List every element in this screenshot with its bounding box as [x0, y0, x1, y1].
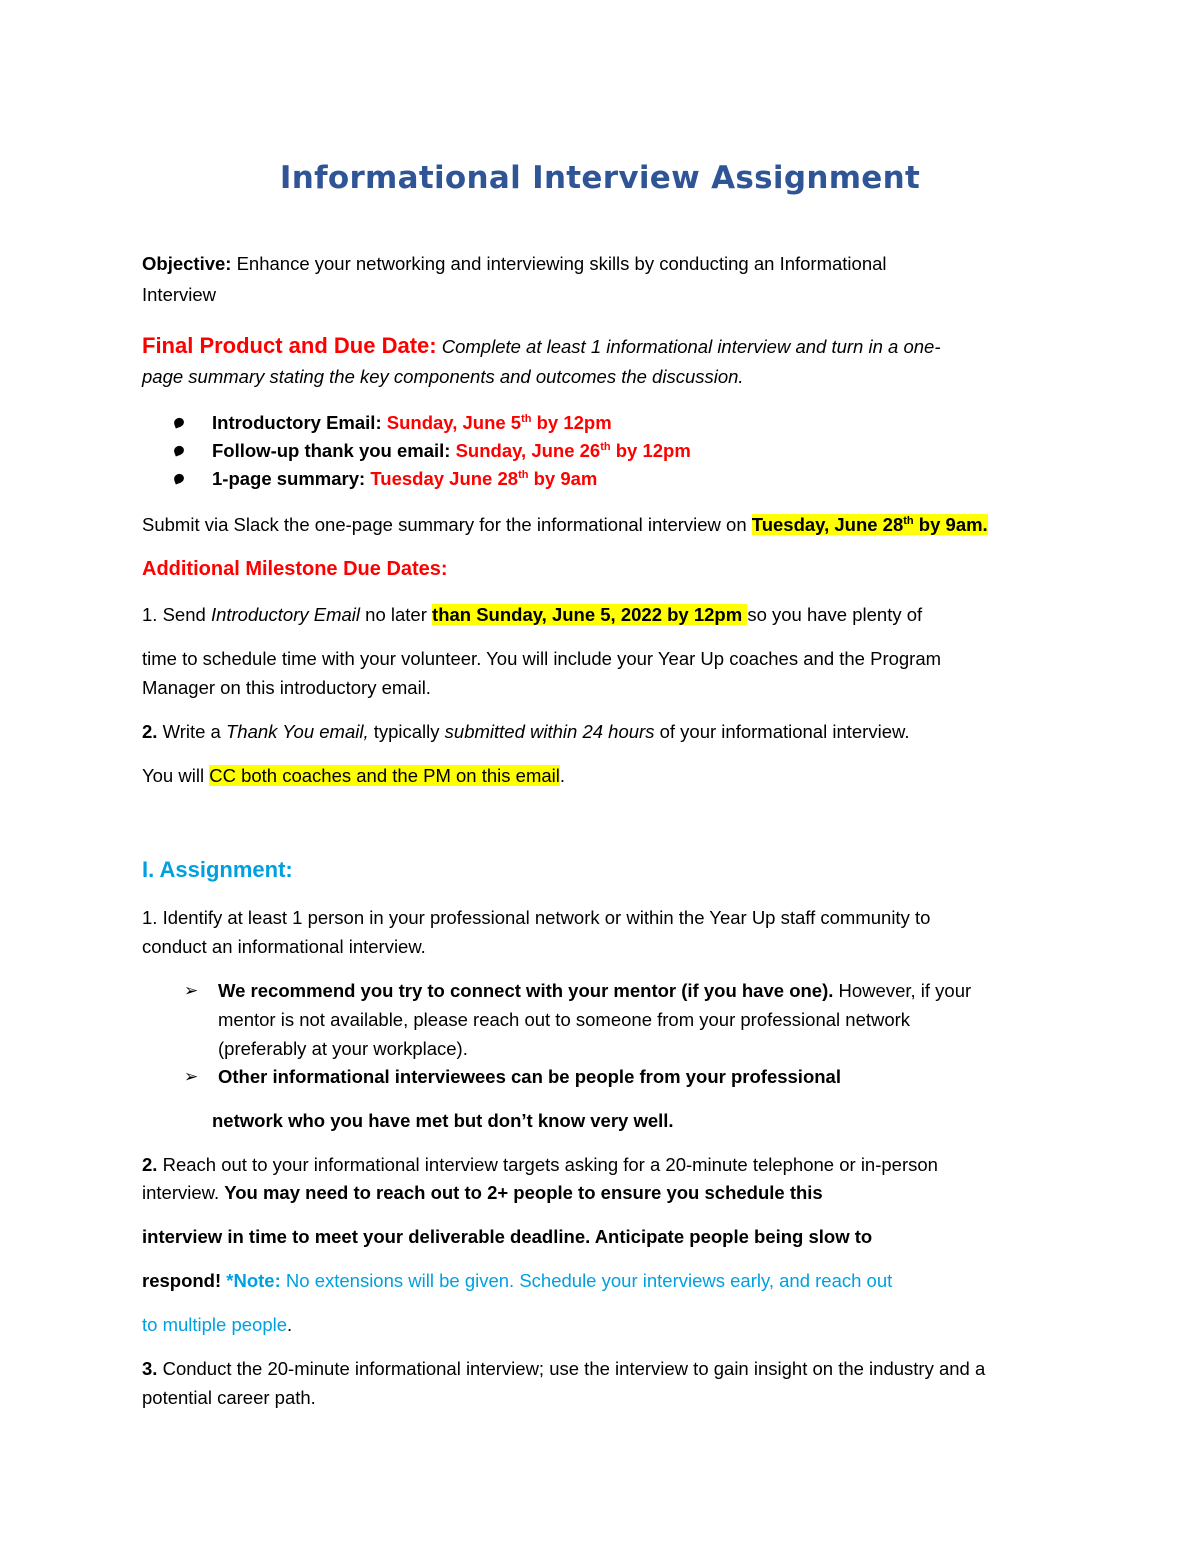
other-interviewees-line-1: Other informational interviewees can be people from your professional: [218, 1066, 841, 1087]
text-run: Reach out to your informational interview targets asking for a 20-minute telephone or in-person: [157, 1154, 938, 1175]
step-2-line-1: [142, 1150, 938, 1180]
deadline-tail: by 12pm: [531, 412, 612, 433]
milestone-1-highlight: than Sunday, June 5, 2022 by 12pm: [432, 604, 748, 625]
milestone-2-line-2: [142, 761, 565, 791]
arrow-bullet-icon: ➢: [184, 1067, 199, 1087]
introductory-email-term: Introductory Email: [210, 604, 361, 625]
cc-highlight: CC both coaches and the PM on this email: [209, 765, 560, 786]
text-run: to multiple people: [142, 1314, 288, 1335]
deadline-date: Sunday, June 26: [450, 440, 601, 461]
objective-line-1: [142, 249, 887, 279]
milestone-1-number: 1.: [142, 604, 158, 625]
recommendation-line-3: (preferably at your workplace).: [218, 1038, 468, 1059]
text-run: Conduct the 20-minute informational interview; use the interview to gain insight on the industry and a: [157, 1358, 986, 1379]
recommendation-bold: We recommend you try to connect with your mentor (if you have one).: [218, 980, 834, 1001]
text-run: Write a: [157, 721, 226, 742]
deadline-sup: th: [521, 413, 532, 425]
deadline-label: Follow-up thank you email:: [212, 440, 451, 461]
deadline-tail: by 12pm: [610, 440, 691, 461]
step-2-number: 2.: [142, 1154, 158, 1175]
assignment-heading: I. Assignment:: [142, 857, 293, 882]
deadline-thank-you-email: [212, 436, 691, 466]
deadline-tail: by 9am: [528, 468, 598, 489]
other-interviewees-line-2: network who you have met but don’t know very well.: [212, 1110, 674, 1131]
step-3-line-1: [142, 1354, 985, 1384]
text-run: no later: [360, 604, 433, 625]
deadline-date: Tuesday June 28: [365, 468, 519, 489]
milestone-1-line-1: [142, 600, 922, 630]
step-2-line-5: [142, 1310, 292, 1340]
submit-text: Submit via Slack the one-page summary for the informational interview on: [142, 514, 752, 535]
within-24-hours-term: submitted within 24 hours: [444, 721, 655, 742]
bullet-icon: [173, 445, 185, 457]
deadline-label: 1-page summary:: [212, 468, 366, 489]
submit-date-highlight: [752, 514, 988, 535]
final-product-text: Complete at least 1 informational interview and turn in a one-: [436, 336, 941, 357]
step-2-line-3: interview in time to meet your deliverable deadline. Anticipate people being slow to: [142, 1226, 873, 1247]
step-1-line-2: conduct an informational interview.: [142, 936, 426, 957]
thank-you-email-term: Thank You email,: [225, 721, 369, 742]
bullet-icon: [173, 417, 185, 429]
step-2-line-4: [142, 1266, 892, 1296]
milestone-1-line-2: time to schedule time with your volunteer. You will include your Year Up coaches and the Program: [142, 648, 942, 669]
deadline-label: Introductory Email:: [212, 412, 382, 433]
final-product-line-2: page summary stating the key components and outcomes the discussion.: [142, 366, 744, 387]
final-product-label: Final Product and Due Date:: [142, 333, 437, 358]
recommendation-line-2: mentor is not available, please reach out to someone from your professional network: [218, 1009, 911, 1030]
step-2-line-2: [142, 1178, 823, 1208]
milestones-heading: Additional Milestone Due Dates:: [142, 558, 448, 580]
submit-line: [142, 510, 988, 540]
step-3-number: 3.: [142, 1358, 158, 1379]
step-1-line-1: 1. Identify at least 1 person in your professional network or within the Year Up staff community to: [142, 907, 931, 928]
objective-line-2: Interview: [142, 284, 217, 305]
milestone-1-line-3: Manager on this introductory email.: [142, 677, 431, 698]
milestone-2-number: 2.: [142, 721, 158, 742]
text-run: You will: [142, 765, 210, 786]
deadline-sup: th: [600, 441, 611, 453]
submit-date: Tuesday, June 28: [751, 514, 904, 535]
submit-tail: by 9am.: [913, 514, 988, 535]
text-run: respond!: [142, 1270, 222, 1291]
bullet-icon: [173, 473, 185, 485]
text-run: .: [287, 1314, 293, 1335]
arrow-bullet-icon: ➢: [184, 981, 199, 1001]
deadline-date: Sunday, June 5: [381, 412, 522, 433]
text-run: .: [559, 765, 566, 786]
text-run: interview.: [142, 1182, 225, 1203]
text-run: You may need to reach out to 2+ people to ensure you schedule this: [224, 1182, 823, 1203]
text-run: typically: [368, 721, 445, 742]
text-run: so you have plenty of: [747, 604, 923, 625]
text-run: Send: [157, 604, 211, 625]
final-product-line-1: [142, 331, 940, 362]
submit-sup: th: [903, 515, 914, 527]
objective-text: Enhance your networking and interviewing skills by conducting an Informational: [231, 253, 887, 274]
milestone-2-line-1: [142, 717, 909, 747]
recommendation-line-1: [218, 976, 971, 1006]
text-run: However, if your: [833, 980, 972, 1001]
objective-label: Objective:: [142, 253, 232, 274]
deadline-introductory-email: [212, 408, 612, 438]
note-label: *Note:: [221, 1270, 281, 1291]
step-3-line-2: potential career path.: [142, 1387, 316, 1408]
text-run: of your informational interview.: [654, 721, 910, 742]
note-text: No extensions will be given. Schedule your interviews early, and reach out: [280, 1270, 893, 1291]
deadline-sup: th: [518, 469, 529, 481]
page-title: Informational Interview Assignment: [279, 160, 921, 196]
deadline-summary: [212, 464, 597, 494]
